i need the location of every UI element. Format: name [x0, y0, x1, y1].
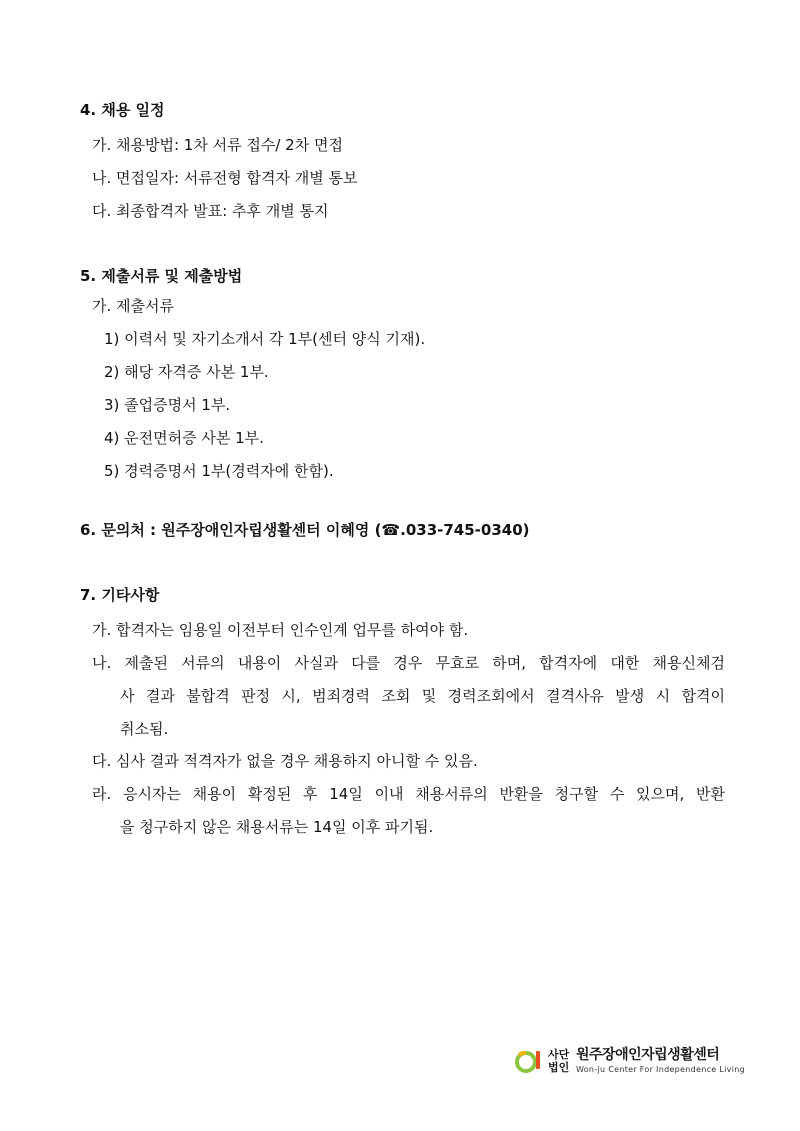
section-7-item-d-line-2: 을 청구하지 않은 채용서류는 14일 이후 파기됨. — [120, 818, 434, 836]
section-4-item-3: 다. 최종합격자 발표: 추후 개별 통지 — [92, 202, 329, 220]
section-7-item-b-line-2: 사 결과 불합격 판정 시, 범죄경력 조회 및 경력조회에서 결격사유 발생 시 합격이 — [120, 687, 725, 705]
section-5-sub: 가. 제출서류 — [92, 297, 174, 315]
section-7-item-c: 다. 심사 결과 적격자가 없을 경우 채용하지 아니할 수 있음. — [92, 752, 478, 770]
section-5-item-3: 3) 졸업증명서 1부. — [104, 396, 231, 414]
section-4-item-2: 나. 면접일자: 서류전형 합격자 개별 통보 — [92, 169, 358, 187]
footer-logo — [514, 1046, 754, 1076]
section-7-item-d-line-1: 라. 응시자는 채용이 확정된 후 14일 이내 채용서류의 반환을 청구할 수 있으며, 반환 — [92, 785, 725, 803]
corp-label: 사단법인 — [548, 1048, 570, 1074]
section-7-item-b-line-3: 취소됨. — [120, 720, 169, 738]
org-name: 원주장애인자립생활센터 — [576, 1047, 720, 1063]
section-5-item-1: 1) 이력서 및 자기소개서 각 1부(센터 양식 기재). — [104, 330, 426, 348]
section-6-contact: 6. 문의처 : 원주장애인자립생활센터 이혜영 (☎.033-745-0340) — [80, 521, 530, 539]
section-7-item-a: 가. 합격자는 임용일 이전부터 인수인계 업무를 하여야 함. — [92, 621, 469, 639]
org-name-english: Won-ju Center For Independence Living — [576, 1065, 745, 1074]
section-5-heading: 5. 제출서류 및 제출방법 — [80, 267, 243, 285]
section-5-item-2: 2) 해당 자격증 사본 1부. — [104, 363, 269, 381]
section-7-item-b-line-1: 나. 제출된 서류의 내용이 사실과 다를 경우 무효로 하며, 합격자에 대한 채용신체검 — [92, 654, 725, 672]
section-5-item-5: 5) 경력증명서 1부(경력자에 한함). — [104, 462, 334, 480]
section-5-item-4: 4) 운전면허증 사본 1부. — [104, 429, 264, 447]
org-logo-icon — [514, 1048, 542, 1074]
section-7-heading: 7. 기타사항 — [80, 586, 160, 604]
section-4-heading: 4. 채용 일정 — [80, 101, 165, 119]
section-4-item-1: 가. 채용방법: 1차 서류 접수/ 2차 면접 — [92, 136, 343, 154]
